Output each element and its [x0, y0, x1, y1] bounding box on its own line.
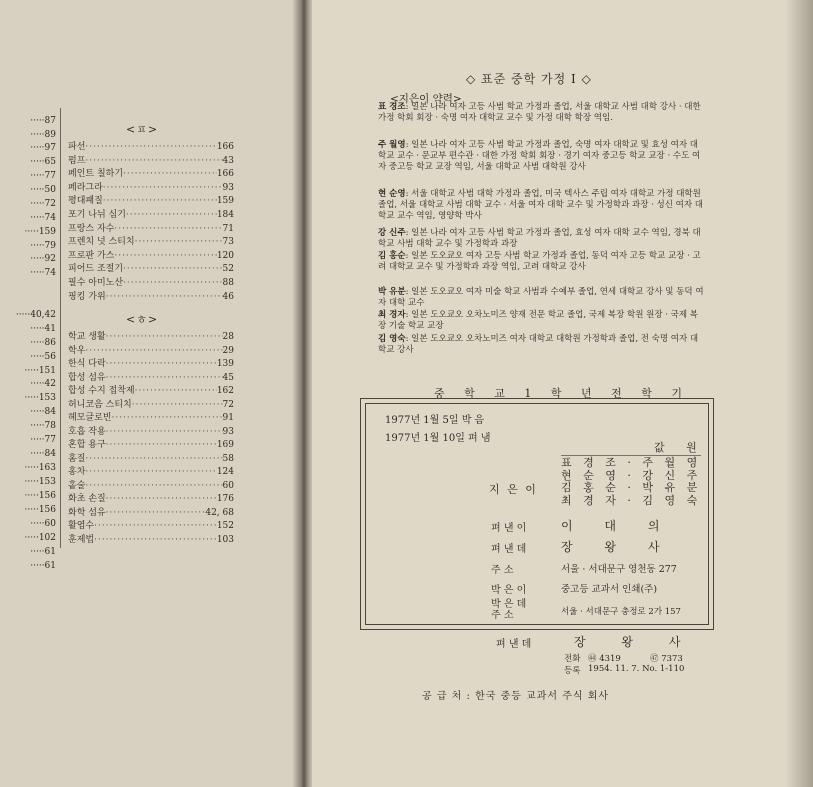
author-bio-text: : 일본 도오쿄오 오차노미즈 여자 대학교 대학원 가정학과 졸업, 전 숙명 여자 대학교 강사 [378, 334, 699, 355]
index-entry-leader [126, 209, 217, 221]
author-label: 지 은 이 [489, 483, 538, 496]
index-entry-term: 화초 손질 [68, 494, 106, 504]
index-entry-page: 71 [222, 223, 234, 234]
issue-date: 1977년 1월 10일 펴 냄 [385, 433, 491, 444]
index-fragment: ·····72 [30, 199, 56, 209]
index-entry-page: 162 [216, 386, 234, 396]
index-fragment: ·····77 [30, 435, 56, 445]
printer-label: 박 은 이 [491, 585, 527, 596]
index-entry-leader [111, 412, 222, 424]
index-entry-page: 166 [216, 142, 234, 152]
author-bio-name: 강 신주 [378, 228, 406, 238]
author-bio [378, 287, 706, 309]
index-entry-term: 허니코음 스티치 [68, 399, 132, 410]
publisher-label: 펴 낸 데 [491, 544, 527, 555]
index-entry-leader [123, 263, 223, 275]
supplier-line: 공 급 처 : 한국 중등 교과서 주식 회사 [422, 691, 610, 702]
index-entry [68, 223, 234, 235]
index-entry-page: 73 [222, 237, 234, 248]
index-entry-page: 72 [222, 399, 234, 410]
author-bio [378, 140, 706, 172]
printer-name: 중고등 교과서 인쇄(주) [561, 584, 658, 595]
index-fragment: ·····102 [24, 533, 56, 543]
author-bio-name: 김 홍순 [378, 251, 406, 261]
index-entry-leader [94, 534, 217, 546]
index-entry [68, 345, 234, 357]
index-entry [68, 507, 234, 519]
index-entry-leader [106, 439, 217, 451]
index-fragment: ·····153 [24, 477, 56, 487]
index-entry-term: 피어드 조절기 [68, 264, 124, 275]
index-entry-page: 139 [216, 359, 234, 369]
author-bio-text: : 서울 대학교 사범 대학 가정과 졸업, 미국 텍사스 주립 여자 대학교 가정 대학원 졸업, 서울 대학교 사범 대학 교수 · 서울 여자 대학 교수 및 가정학과 과장 · 성신 여자 대학교 교수 역임, 영양학 박사 [378, 189, 704, 221]
index-entry-leader [135, 236, 223, 248]
index-entry-term: 프렌치 넛 스티치 [68, 237, 135, 248]
index-entry [68, 168, 234, 180]
phone-number-1: ㊹ 4319 [588, 654, 621, 664]
index-entry-leader [123, 277, 223, 289]
index-entry-term: 한식 다락 [68, 359, 106, 369]
index-entry-leader [114, 223, 222, 235]
index-fragment: ·····84 [30, 407, 56, 417]
colophon-author-pair: 표 경 조 · 주 월 영 [561, 456, 702, 469]
index-entry-term: 훈제법 [68, 534, 95, 545]
index-entry [68, 291, 234, 303]
index-entry-leader [85, 480, 222, 492]
index-entry-page: 152 [216, 521, 234, 531]
index-entry-page: 46 [222, 291, 234, 302]
index-entry-leader [85, 155, 222, 167]
index-entry-page: 45 [222, 372, 234, 383]
address-label: 주 소 [491, 565, 514, 576]
index-entry [68, 141, 234, 153]
author-bio-name: 주 월영 [378, 140, 406, 150]
index-entry [68, 399, 234, 411]
colophon-author-pair: 현 순 영 · 강 신 주 [561, 468, 702, 482]
registration-number: 1954. 11. 7. No. 1-110 [588, 664, 685, 674]
index-fragment: ·····40,42 [15, 310, 56, 320]
index-entry [68, 155, 234, 167]
index-entry-page: 29 [222, 345, 234, 356]
index-fragment: ·····86 [30, 338, 56, 348]
index-entry-term: 페라그라 [68, 182, 103, 193]
index-entry [68, 182, 234, 194]
index-entry-page: 52 [222, 264, 234, 275]
left-page-index [0, 0, 300, 787]
index-entry-page: 184 [216, 210, 234, 220]
publisher-name: 장 왕 사 [561, 540, 674, 554]
index-entry-leader [106, 426, 223, 438]
section-heading-hieut: <ㅎ> [126, 313, 159, 326]
index-entry-page: 43 [222, 155, 234, 166]
index-entry [68, 385, 234, 397]
index-fragment: ·····84 [30, 449, 56, 459]
index-fragment: ·····153 [24, 393, 56, 403]
index-entry-leader [85, 345, 222, 357]
index-fragment: ·····74 [30, 268, 56, 278]
index-entry [68, 372, 234, 384]
index-entry-leader [106, 331, 223, 343]
colophon-author-pair: 최 경 자 · 김 영 숙 [561, 493, 702, 507]
author-bio [378, 334, 706, 356]
author-bio-text: : 일본 나라 여자 고등 사범 학교 가정과 졸업, 숙명 여자 대학교 및 효성 여자 대학교 교수 · 문교부 편수관 · 대한 가정 학회 회장 · 경기 여자 중고등 학교 교장 · 수도 여자 중고등 학교 교장 역임, 서울 대학교 사범 대학원 강사 [378, 140, 701, 172]
colophon-author-pair: 김 홍 순 · 박 유 분 [561, 481, 702, 494]
printer-address: 서울 · 서대문구 충정로 2가 157 [561, 607, 681, 617]
index-entry-leader [132, 399, 223, 411]
author-bio-text: : 일본 나라 여자 고등 사범 학교 가정과 졸업, 효성 여자 대학 교수 역임, 경북 대학교 사범 대학 교수 및 가정학과 과장 [378, 228, 701, 249]
index-entry [68, 236, 234, 248]
index-entry [68, 426, 234, 438]
index-entry [68, 453, 234, 465]
right-page-colophon [312, 0, 813, 787]
author-bio-name: 현 순영 [378, 189, 406, 199]
index-entry-term: 화학 섬유 [68, 507, 106, 518]
index-fragment: ·····163 [24, 463, 56, 473]
index-fragment: ·····61 [30, 547, 56, 557]
index-entry-term: 혼합 용구 [68, 440, 106, 450]
index-entry-page: 58 [222, 453, 234, 464]
index-entry-term: 포기 나뉘 심기 [68, 210, 126, 220]
index-entry-leader [106, 358, 217, 370]
author-bio [378, 251, 706, 273]
index-fragment: ·····79 [30, 241, 56, 251]
index-entry-page: 169 [216, 440, 234, 450]
index-entry-term: 페인트 칠하기 [68, 169, 124, 180]
author-bio [378, 189, 706, 221]
index-entry-term: 프로판 가스 [68, 250, 115, 261]
footer-publisher-name: 장 왕 사 [574, 635, 697, 649]
index-fragment: ·····65 [30, 157, 56, 167]
index-fragment: ·····56 [30, 352, 56, 362]
colophon-box [360, 398, 714, 630]
index-entry-term: 필수 아미노산 [68, 278, 124, 288]
index-fragment: ·····78 [30, 421, 56, 431]
publisher-person-label: 펴 낸 이 [491, 523, 527, 534]
price-label: 값 원 [654, 441, 697, 454]
index-entry-term: 활엽수 [68, 521, 95, 531]
index-fragment: ·····87 [30, 116, 56, 126]
index-fragment: ·····60 [30, 519, 56, 529]
author-bio [378, 228, 706, 250]
index-entry-leader [103, 195, 217, 207]
index-entry-term: 펌프 [68, 155, 86, 166]
phone-number-2: ㊼ 7373 [650, 654, 683, 664]
index-entry-leader [114, 250, 216, 262]
print-date: 1977년 1월 5일 박 음 [385, 415, 485, 426]
index-entry-leader [106, 507, 206, 519]
index-entry-leader [135, 385, 217, 397]
index-entry-page: 124 [216, 467, 234, 477]
index-entry-term: 파선 [68, 142, 86, 152]
index-entry [68, 358, 234, 370]
index-entry [68, 263, 234, 275]
index-fragment: ·····97 [30, 143, 56, 153]
index-entry-term: 홈질 [68, 453, 86, 464]
index-entry-term: 학교 생활 [68, 332, 106, 342]
author-bio-name: 박 유분 [378, 287, 406, 297]
index-fragment: ·····151 [24, 366, 56, 376]
index-entry [68, 493, 234, 505]
printer-place-label: 박 은 데 주 소 [491, 599, 527, 621]
index-entry-leader [94, 520, 217, 532]
index-entry-leader [106, 291, 223, 303]
phone-label: 전화 [564, 654, 581, 664]
index-fragment: ·····156 [24, 491, 56, 501]
index-fragment: ·····159 [24, 227, 56, 237]
index-fragment: ·····61 [30, 561, 56, 571]
index-fragment: ·····156 [24, 505, 56, 515]
index-entry-term: 합성 섬유 [68, 372, 106, 383]
section-heading-pieum: <ㅍ> [126, 123, 159, 136]
index-entry-page: 120 [216, 250, 234, 261]
index-entry [68, 195, 234, 207]
publisher-address: 서울 · 서대문구 영천동 277 [561, 564, 677, 575]
index-entry-term: 합성 수지 접착제 [68, 386, 135, 396]
book-title: ◇ 표준 중학 가정 Ⅰ ◇ [466, 72, 592, 86]
author-bio-text: : 일본 나라 여자 고등 사범 학교 가정과 졸업, 서울 대학교 사범 대학 강사 · 대한 가정 학회 회장 · 숙명 여자 대학교 교수 및 가정 대학 학장 역임. [378, 102, 701, 123]
index-column-divider [60, 108, 61, 548]
index-entry-term: 헤모글로빈 [68, 413, 112, 423]
author-bio-name: 김 영숙 [378, 334, 406, 344]
index-fragment: ·····77 [30, 171, 56, 181]
index-entry-page: 103 [216, 534, 234, 545]
index-entry-term: 평대패질 [68, 196, 103, 207]
index-fragment: ·····42 [30, 379, 56, 389]
index-fragment: ·····92 [30, 254, 56, 264]
author-bio-text: : 일본 도오쿄오 오차노미즈 양재 전문 학교 졸업, 국제 복장 학원 원장 · 국제 복장 기술 학교 교장 [378, 310, 699, 331]
index-entry-term: 호흡 작용 [68, 426, 106, 437]
index-entry [68, 209, 234, 221]
index-entry [68, 466, 234, 478]
author-bio [378, 310, 706, 332]
index-entry [68, 331, 234, 343]
index-entry-page: 166 [216, 169, 234, 180]
index-entry-page: 93 [222, 426, 234, 437]
index-fragment: ·····74 [30, 213, 56, 223]
index-fragment: ·····89 [30, 130, 56, 140]
author-bio-text: : 일본 도오쿄오 여자 미술 학교 사범과 수예부 졸업, 연세 대학교 강사 및 동덕 여자 대학 교수 [378, 287, 704, 308]
footer-publisher-label: 펴 낸 데 [496, 639, 532, 650]
index-entry-leader [103, 182, 223, 194]
index-entry-page: 42, 68 [205, 507, 234, 518]
index-entry-leader [123, 168, 217, 180]
registration-label: 등록 [564, 666, 581, 676]
index-entry-page: 60 [222, 480, 234, 491]
author-bio-name: 최 경자 [378, 310, 406, 320]
index-entry-page: 88 [222, 278, 234, 288]
author-bio-name: 표 경조 [378, 102, 406, 112]
authors-heading: <지은이 약력> [390, 93, 462, 105]
author-bio-text: : 일본 도오쿄오 여자 고등 사범 학교 가정과 졸업, 동덕 여자 고등 학교 교장 · 고려 대학교 교수 및 가정학과 과장 역임, 고려 대학교 강사 [378, 251, 701, 272]
index-entry-term: 핑킹 가위 [68, 291, 106, 302]
index-entry-term: 학우 [68, 345, 86, 356]
index-entry-term: 홍차 [68, 467, 86, 477]
index-entry-page: 176 [216, 494, 234, 504]
index-entry-page: 159 [216, 196, 234, 207]
book-gutter [292, 0, 314, 787]
index-entry [68, 439, 234, 451]
index-entry [68, 534, 234, 546]
index-entry [68, 250, 234, 262]
index-entry-page: 28 [222, 332, 234, 342]
index-entry-page: 91 [222, 413, 234, 423]
publisher-person: 이 대 의 [561, 519, 674, 533]
index-entry-leader [85, 466, 216, 478]
index-fragment: ·····50 [30, 185, 56, 195]
index-entry [68, 480, 234, 492]
semester-label: 중 학 교 1 학 년 전 학 기 [434, 387, 683, 400]
index-entry-leader [85, 141, 216, 153]
index-entry [68, 412, 234, 424]
index-entry-leader [106, 372, 223, 384]
author-bio [378, 102, 706, 124]
index-entry-term: 홑술 [68, 480, 86, 491]
index-entry-term: 프랑스 자수 [68, 223, 115, 234]
index-entry-leader [106, 493, 217, 505]
index-entry-page: 93 [222, 182, 234, 193]
index-fragment: ·····41 [30, 324, 56, 334]
index-entry [68, 520, 234, 532]
index-entry-leader [85, 453, 222, 465]
index-entry [68, 277, 234, 289]
